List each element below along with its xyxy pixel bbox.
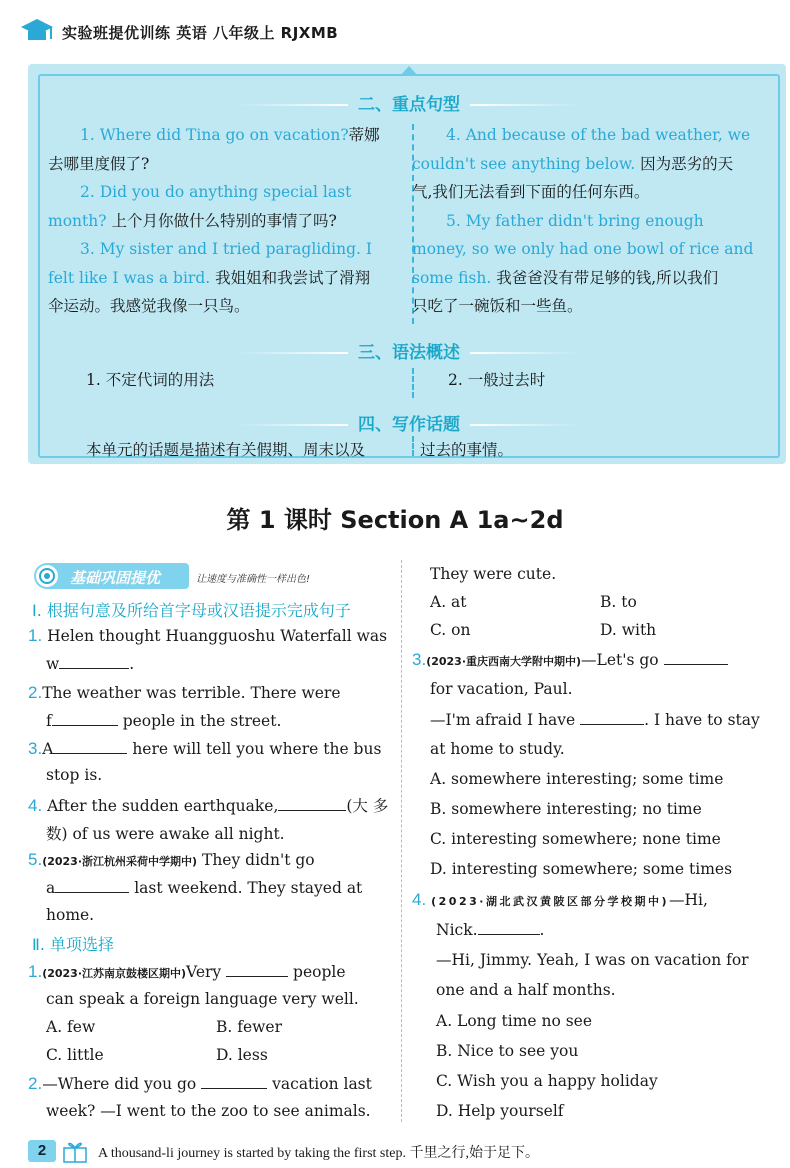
page-footer: [0, 1136, 790, 1168]
mc-question-1-cont: can speak a foreign language very well.: [46, 990, 359, 1008]
answer-blank[interactable]: [201, 1074, 267, 1089]
writing-topic-left: 本单元的话题是描述有关假期、周末以及: [86, 441, 366, 459]
answer-blank[interactable]: [226, 962, 288, 977]
answer-blank[interactable]: [478, 920, 540, 935]
column-divider: [412, 368, 414, 398]
key-sentences-left: 1. Where did Tina go on vacation?蒂娜 去哪里度假了? 2. Did you do anything special last month? 上个月你做什么特别的事情了吗? 3. My sister and I tried paragliding. I felt like I was a bird. 我姐姐和我尝试了滑翔 伞运动。我感觉我像一只鸟。: [48, 126, 380, 315]
mc-option[interactable]: B. somewhere interesting; no time: [430, 800, 702, 818]
mc-question-3-reply: —I'm afraid I have . I have to stay: [430, 711, 760, 729]
answer-blank[interactable]: [664, 650, 728, 665]
answer-blank[interactable]: [580, 710, 644, 725]
section-key-sentences-title: 二、重点句型: [40, 90, 778, 115]
mc-question-2-cont: week? —I went to the zoo to see animals.: [46, 1102, 371, 1120]
mc-option[interactable]: A. somewhere interesting; some time: [430, 770, 724, 788]
mc-option[interactable]: A. at: [430, 593, 467, 611]
grammar-item-2: 2. 一般过去时: [448, 371, 546, 389]
mc-option[interactable]: B. Nice to see you: [436, 1042, 579, 1060]
mc-option[interactable]: B. to: [600, 593, 637, 611]
key-sentences-right: 4. And because of the bad weather, we couldn't see anything below. 因为恶劣的天 气,我们无法看到下面的任何东西。 5. My father didn't bring enough money, so we only had one bowl of rice and some fish. 我爸爸没有带足够的钱,所以我们 只吃了一碗饭和一些鱼。: [412, 126, 754, 315]
mc-option[interactable]: D. interesting somewhere; some times: [430, 860, 733, 878]
triangle-marker-icon: [400, 66, 418, 76]
page-number: 2: [28, 1140, 56, 1162]
section-grammar-title: 三、语法概述: [40, 338, 778, 363]
question-1-answer: w .: [46, 655, 135, 673]
question-2-answer: f people in the street.: [46, 712, 282, 730]
page-header: [0, 0, 790, 58]
mc-question-1: 1.(2023·江苏南京鼓楼区期中)Very people: [28, 962, 346, 981]
book-title: 实验班提优训练 英语 八年级上 RJXMB: [62, 24, 339, 42]
mc-question-3-cont2: at home to study.: [430, 740, 565, 758]
mc-option[interactable]: C. interesting somewhere; none time: [430, 830, 721, 848]
summary-box: [28, 64, 786, 464]
question-5-answer: a last weekend. They stayed at: [46, 879, 363, 897]
answer-blank[interactable]: [53, 739, 127, 754]
mc-question-2: 2.—Where did you go vacation last: [28, 1074, 372, 1093]
part2-title: Ⅱ. 单项选择: [32, 935, 115, 954]
question-5-cont: home.: [46, 906, 95, 924]
question-5: 5.(2023·浙江杭州采荷中学期中) They didn't go: [28, 850, 315, 869]
mc-option[interactable]: D. Help yourself: [436, 1102, 564, 1120]
question-4: 4. After the sudden earthquake, (大 多: [28, 796, 389, 815]
banner-tagline: 让速度与准确性一样出色!: [196, 574, 311, 585]
mc-question-4-reply: —Hi, Jimmy. Yeah, I was on vacation for: [436, 951, 749, 969]
question-1: 1. Helen thought Huangguoshu Waterfall was: [28, 626, 388, 645]
mc-question-4: 4. (2023·湖北武汉黄陂区部分学校期中)—Hi,: [412, 890, 708, 909]
answer-blank[interactable]: [55, 878, 129, 893]
answer-blank[interactable]: [59, 654, 129, 669]
practice-banner: [34, 563, 189, 589]
grammar-item-1: 1. 不定代词的用法: [86, 371, 215, 389]
writing-topic-right: 过去的事情。: [420, 441, 514, 459]
answer-blank[interactable]: [278, 796, 346, 811]
column-divider: [412, 436, 414, 456]
mc-option[interactable]: A. few: [46, 1018, 96, 1036]
mc-question-3: 3.(2023·重庆西南大学附中期中)—Let's go: [412, 650, 728, 670]
question-3-cont: stop is.: [46, 766, 103, 784]
mc-option[interactable]: C. Wish you a happy holiday: [436, 1072, 658, 1090]
answer-blank[interactable]: [52, 711, 118, 726]
mc-option[interactable]: D. less: [216, 1046, 268, 1064]
target-icon: [36, 565, 58, 587]
mc-option[interactable]: B. fewer: [216, 1018, 283, 1036]
mc-option[interactable]: D. with: [600, 621, 657, 639]
graduation-cap-icon: [20, 17, 54, 47]
mc-option[interactable]: A. Long time no see: [436, 1012, 593, 1030]
mc-option[interactable]: C. little: [46, 1046, 104, 1064]
mc-question-2-end: They were cute.: [430, 565, 557, 583]
mc-question-4-cont2: one and a half months.: [436, 981, 616, 999]
gift-icon: [60, 1140, 90, 1164]
column-divider: [401, 560, 402, 1122]
question-4-cont: 数) of us were awake all night.: [46, 825, 285, 843]
mc-option[interactable]: C. on: [430, 621, 471, 639]
lesson-title: 第 1 课时 Section A 1a~2d: [226, 506, 564, 534]
mc-question-3-cont: for vacation, Paul.: [430, 680, 573, 698]
question-2: 2.The weather was terrible. There were: [28, 683, 341, 702]
part1-title: Ⅰ. 根据句意及所给首字母或汉语提示完成句子: [32, 601, 351, 620]
footer-quote: A thousand-li journey is started by taking the first step. 千里之行,始于足下。: [98, 1146, 539, 1161]
mc-question-4-cont: Nick. .: [436, 921, 545, 939]
question-3: 3.A here will tell you where the bus: [28, 739, 382, 758]
banner-label: 基础巩固提优: [70, 569, 161, 587]
section-writing-title: 四、写作话题: [40, 410, 778, 435]
